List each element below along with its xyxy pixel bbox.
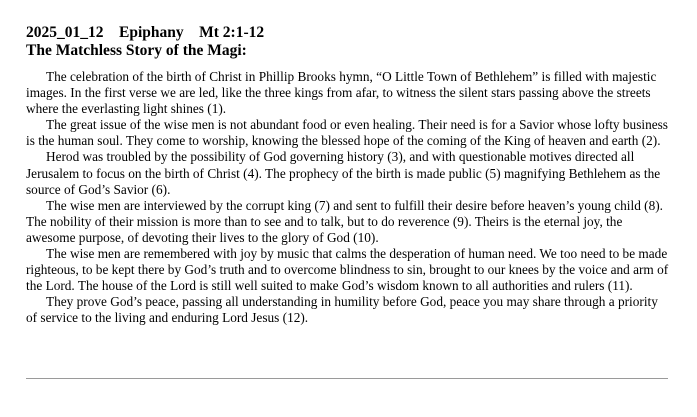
paragraph-6: They prove God’s peace, passing all understanding in humility before God, peace you may share through a priority of service to the living and enduring Lord Jesus (12).	[26, 294, 658, 326]
document-page	[26, 24, 672, 327]
sermon-title: The Matchless Story of the Magi:	[26, 42, 247, 59]
paragraph-5: The wise men are remembered with joy by music that calms the desperation of human need. We too need to be made righteous, to be kept there by God’s truth and to overcome blindness to sin, brought to our knees by the voice and arm of the Lord. The house of the Lord is still well suited to make God’s wisdom known to all authorities and rulers (11).	[26, 246, 669, 294]
paragraph-2: The great issue of the wise men is not abundant food or even healing. Their need is for a Savior whose lofty business is the human soul. They come to worship, knowing the blessed hope of the coming of the King of heaven and earth (2).	[26, 117, 668, 149]
header-line	[26, 24, 672, 42]
paragraph-3: Herod was troubled by the possibility of God governing history (3), and with questionable motives directed all Jerusalem to focus on the birth of Christ (4). The prophecy of the birth is made public (5) magnifying Bethlehem as the source of God’s Savior (6).	[26, 149, 661, 197]
paragraph-4: The wise men are interviewed by the corrupt king (7) and sent to fulfill their desire before heaven’s young child (8). The nobility of their mission is more than to see and to talk, but to do reverence (9). Theirs is the eternal joy, the awesome purpose, of devoting their lives to the glory of God (10).	[26, 197, 663, 245]
scripture-reference: Mt 2:1-12	[199, 24, 265, 41]
sermon-date: 2025_01_12	[26, 24, 104, 41]
paragraph-1: The celebration of the birth of Christ in Phillip Brooks hymn, “O Little Town of Bethlehem” is filled with majestic images. In the first verse we are led, like the three kings from afar, to witness the silent stars passing above the streets where the everlasting light shines (1).	[26, 69, 657, 117]
bottom-divider	[26, 378, 668, 379]
occasion: Epiphany	[119, 24, 184, 41]
